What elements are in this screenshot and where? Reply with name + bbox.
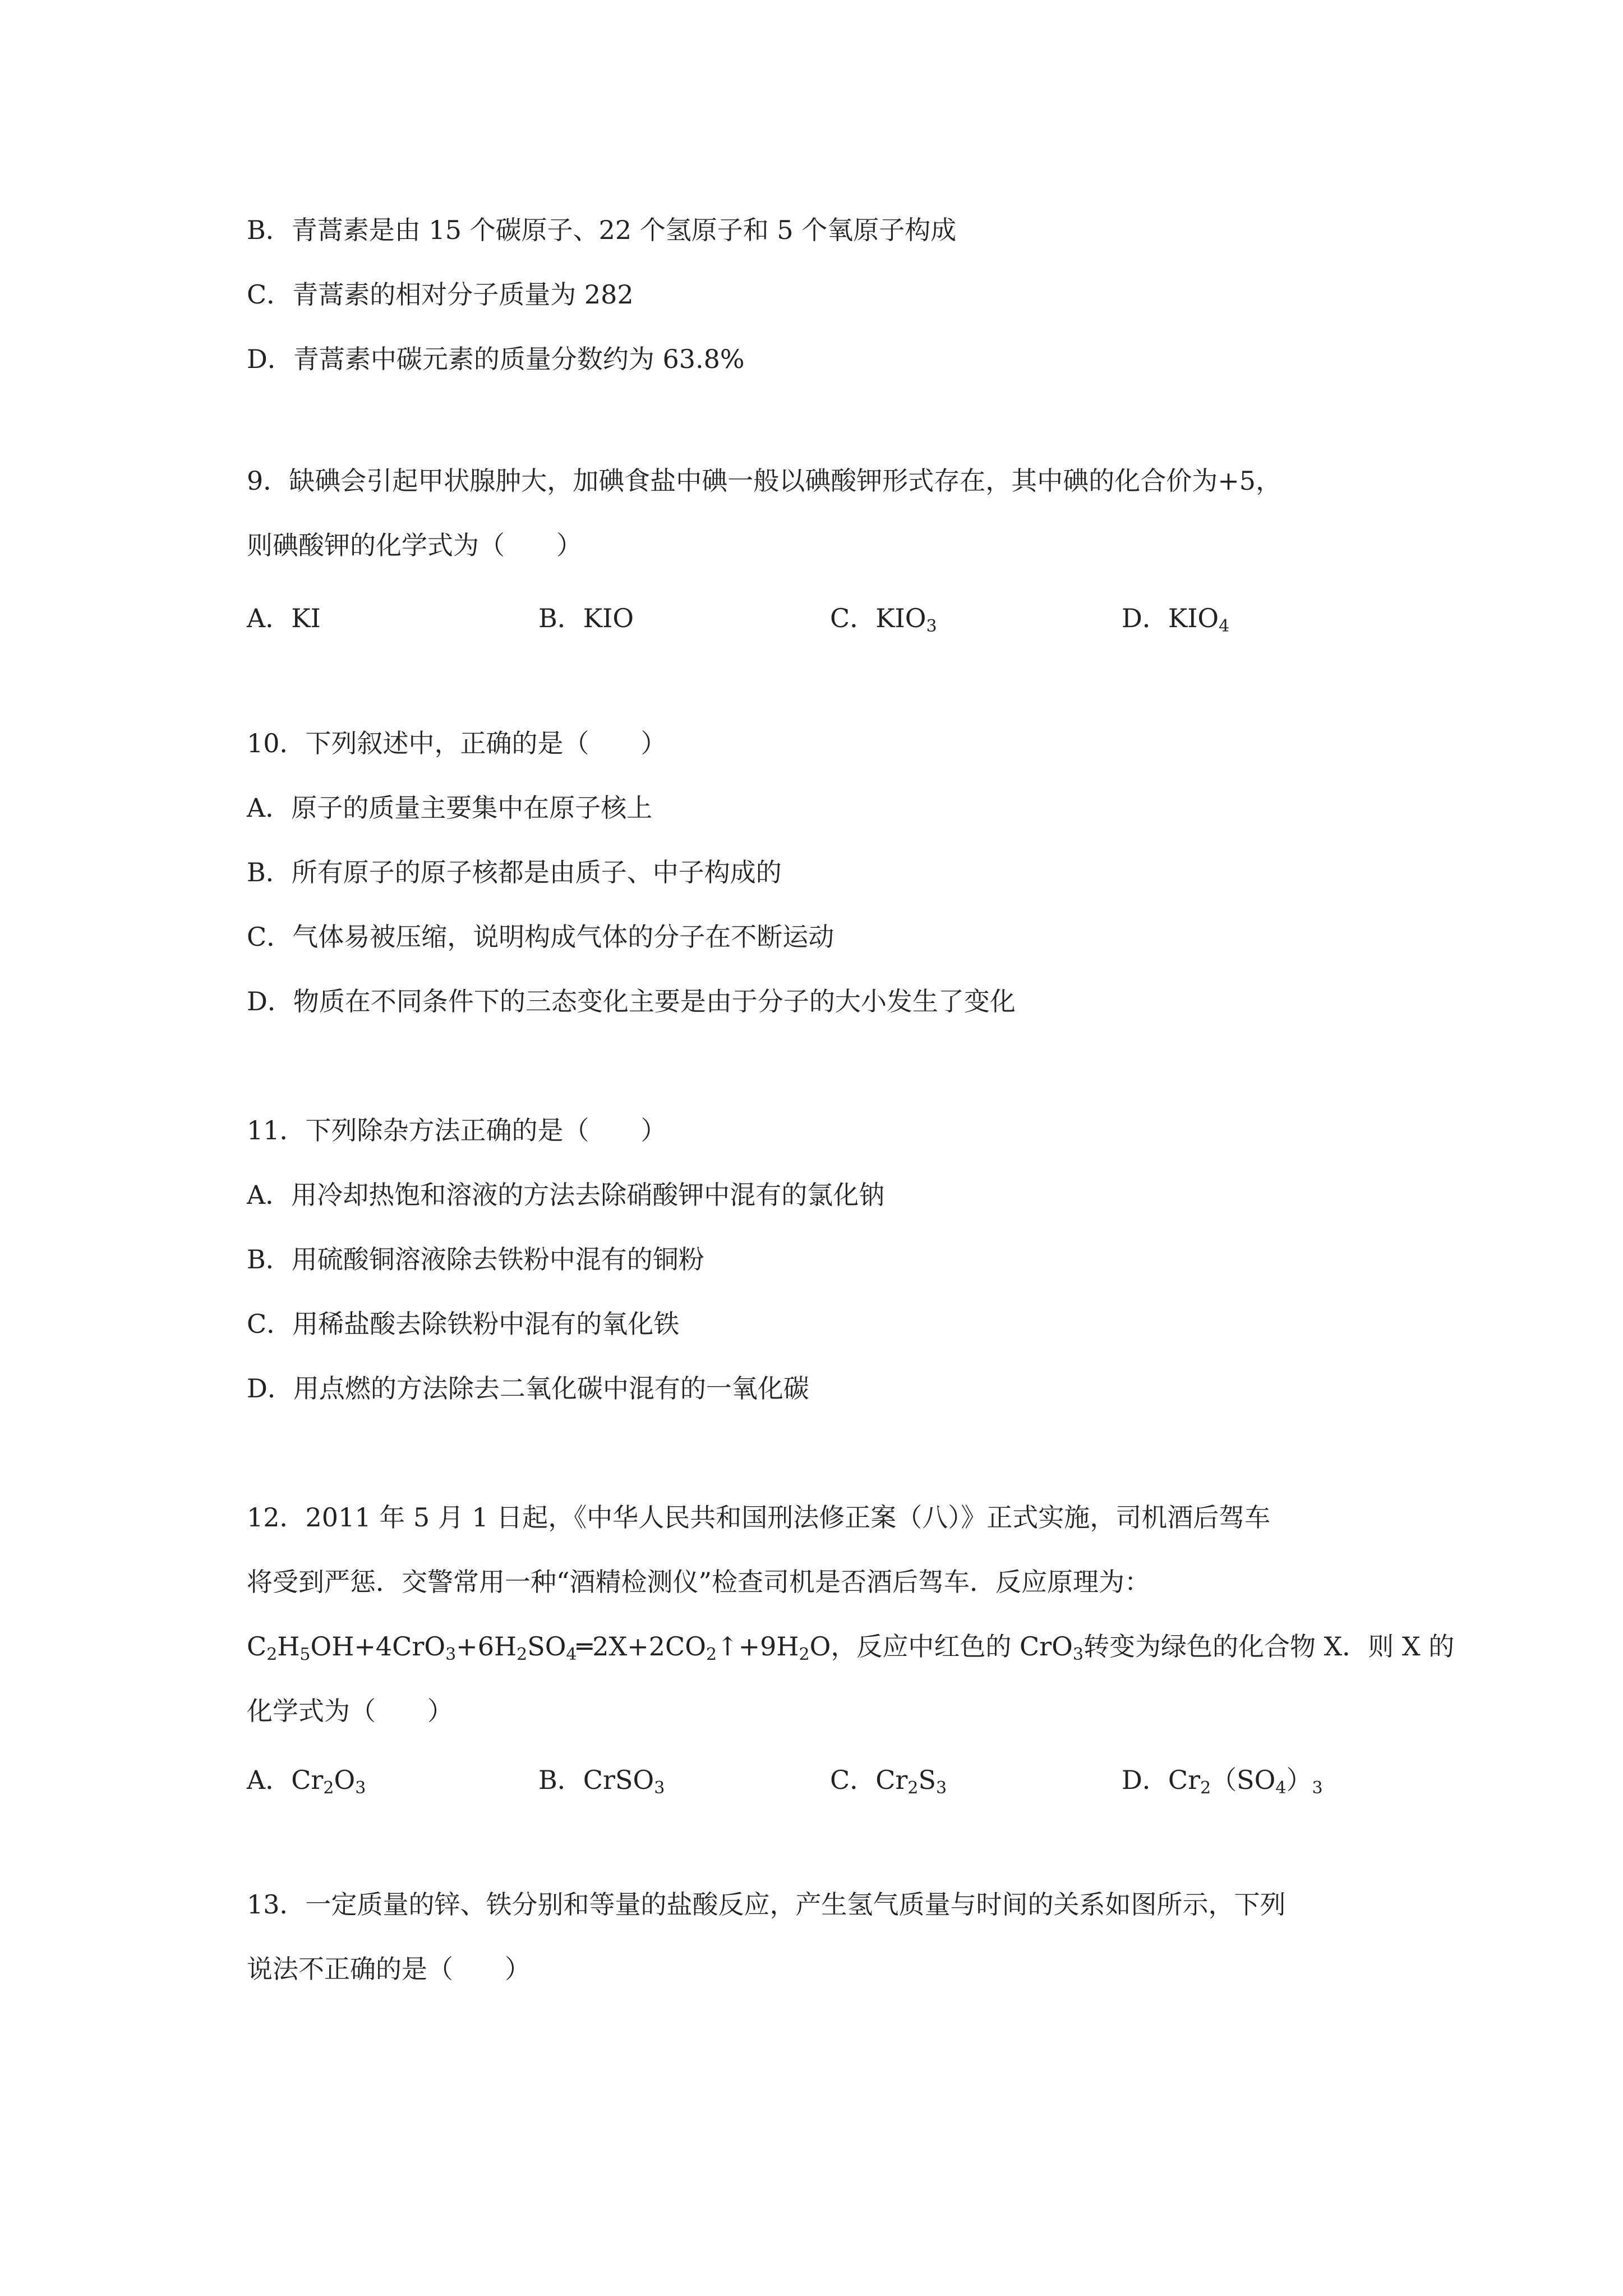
eq-part: ↑+9H [717,1631,799,1662]
eq-part: O，反应中红色的 CrO [809,1631,1073,1662]
q11-option-b: B．用硫酸铜溶液除去铁粉中混有的铜粉 [247,1244,704,1274]
q11-stem: 11．下列除杂方法正确的是（ ） [247,1115,667,1145]
q11-option-d: D．用点燃的方法除去二氧化碳中混有的一氧化碳 [247,1373,809,1404]
q10-option-c: C．气体易被压缩，说明构成气体的分子在不断运动 [247,922,834,952]
opt-part: ） [1286,1765,1312,1795]
q8-option-c: C．青蒿素的相对分子质量为 282 [247,279,634,310]
q12-stem-line1: 12．2011 年 5 月 1 日起，《中华人民共和国刑法修正案（八）》正式实施，司机酒后驾车 [247,1502,1271,1533]
q12-option-d [1122,1763,1323,1797]
q13-stem-line2: 说法不正确的是（ ） [247,1954,531,1984]
opt-part: D．Cr [1122,1765,1201,1795]
opt-subscript: 2 [323,1778,334,1798]
eq-part: H [277,1631,300,1662]
eq-part: C [247,1631,267,1662]
q9-option-d-text: D．KIO [1122,603,1219,633]
eq-subscript: 2 [799,1645,810,1664]
q9-option-a: A．KI [247,603,321,633]
q9-option-c [830,601,937,635]
q9-stem-line1: 9．缺碘会引起甲状腺肿大，加碘食盐中碘一般以碘酸钾形式存在，其中碘的化合价为+5， [247,466,1282,496]
opt-part: O [334,1765,356,1795]
q12-option-a [247,1763,366,1797]
opt-part: A．Cr [247,1765,324,1795]
q12-option-b [538,1763,665,1797]
opt-part: S [918,1765,936,1795]
q9-stem-line2: 则碘酸钾的化学式为（ ） [247,530,582,560]
opt-subscript: 3 [1312,1778,1323,1798]
q10-option-d: D．物质在不同条件下的三态变化主要是由于分子的大小发生了变化 [247,986,1016,1016]
q9-option-b: B．KIO [538,603,634,633]
q9-option-d-subscript: 4 [1219,616,1230,636]
q12-reaction-equation [247,1630,1454,1663]
q9-option-c-subscript: 3 [926,616,937,636]
opt-part: （SO [1211,1765,1276,1795]
q11-option-c: C．用稀盐酸去除铁粉中混有的氧化铁 [247,1309,680,1339]
eq-subscript: 2 [266,1645,278,1664]
eq-subscript: 2 [517,1645,528,1664]
q12-stem-line2: 将受到严惩．交警常用一种“酒精检测仪”检查司机是否酒后驾车．反应原理为： [247,1567,1151,1597]
q13-stem-line1: 13．一定质量的锌、铁分别和等量的盐酸反应，产生氢气质量与时间的关系如图所示，下列 [247,1889,1286,1920]
eq-subscript: 3 [1072,1645,1083,1664]
opt-subscript: 2 [1200,1778,1211,1798]
q9-option-c-text: C．KIO [830,603,926,633]
eq-subscript: 3 [445,1645,457,1664]
opt-part: B．CrSO [538,1765,654,1795]
eq-part: SO [527,1631,566,1662]
eq-part: OH+4CrO [310,1631,446,1662]
eq-subscript: 2 [706,1645,717,1664]
opt-subscript: 3 [654,1778,665,1798]
q8-option-b: B．青蒿素是由 15 个碳原子、22 个氢原子和 5 个氧原子构成 [247,215,957,245]
eq-part: ═2X+2CO [577,1631,706,1662]
eq-part: 转变为绿色的化合物 X．则 X 的 [1083,1631,1455,1662]
opt-subscript: 4 [1275,1778,1287,1798]
q10-option-b: B．所有原子的原子核都是由质子、中子构成的 [247,857,782,887]
eq-subscript: 4 [566,1645,577,1664]
q8-option-d: D．青蒿素中碳元素的质量分数约为 63.8% [247,344,745,374]
opt-subscript: 2 [907,1778,919,1798]
opt-subscript: 3 [355,1778,366,1798]
q10-option-a: A．原子的质量主要集中在原子核上 [247,793,653,823]
q9-option-d [1122,601,1229,635]
opt-part: C．Cr [830,1765,908,1795]
q12-option-c [830,1763,947,1797]
q11-option-a: A．用冷却热饱和溶液的方法去除硝酸钾中混有的氯化钠 [247,1180,885,1210]
eq-subscript: 5 [299,1645,311,1664]
eq-part: +6H [456,1631,517,1662]
q10-stem: 10．下列叙述中，正确的是（ ） [247,728,667,758]
opt-subscript: 3 [936,1778,947,1798]
q12-stem-line4: 化学式为（ ） [247,1696,453,1726]
